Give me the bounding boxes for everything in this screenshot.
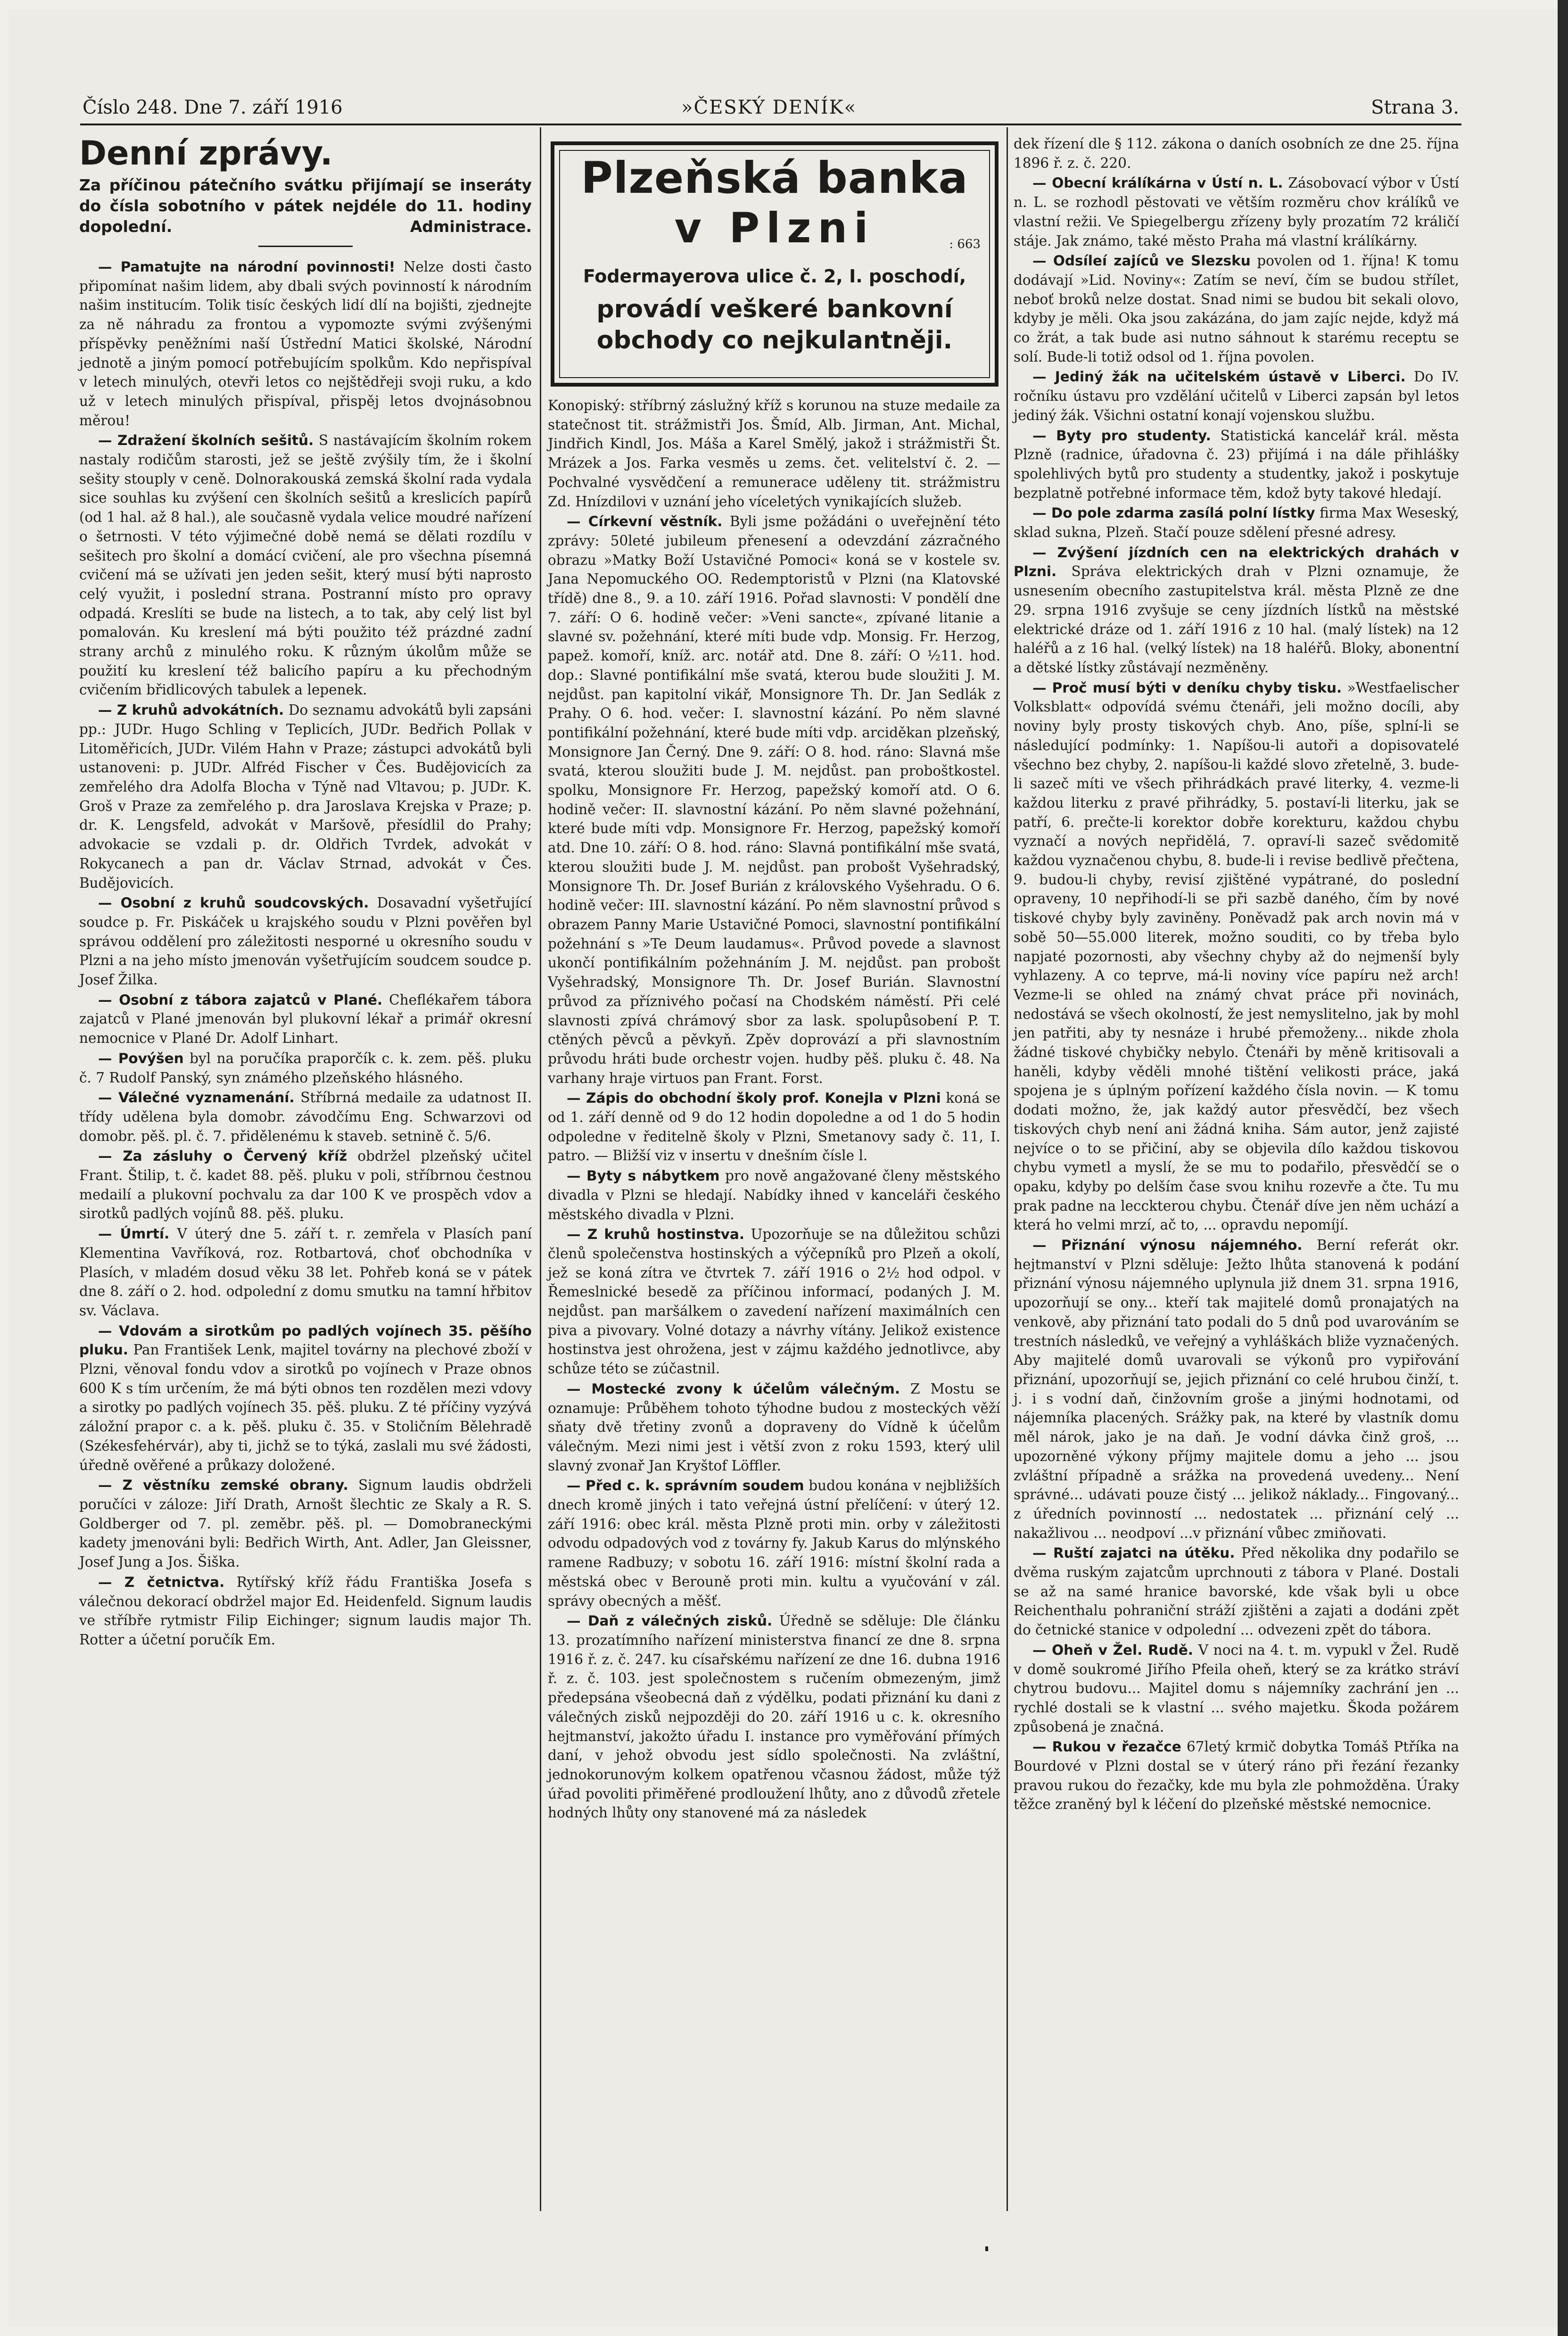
print-mark: [985, 2246, 988, 2251]
article: [548, 1166, 1000, 1224]
column-2: [548, 396, 1000, 1824]
article: [79, 1321, 532, 1475]
article-text: pro nově angažované členy městského divadla v Plzni se hledají. Nabídky ihned v kanceláři českého městského divadla v Plzni.: [548, 1168, 1000, 1222]
article-text: budou konána v nejbližších dnech kromě jiných i tato veřejná ústní přelíčení: v úterý 12. září 1916: obec král. města Plzně proti min. orby v záležitosti odvodu odpadových vod z továrny fy. Jakub Karus do mlýnského ramene Radbuzy; v sobotu 16. září 1916: místní školní rada a městská obec v Berouně proti min. kultu a vyučování v zál. správy obecných a měšť.: [548, 1478, 1000, 1609]
article-title: — Z kruhů advokátních.: [98, 702, 284, 718]
article: [1014, 134, 1459, 173]
article-text: Rytířský kříž řádu Františka Josefa s válečnou dekorací obdržel major Ed. Heidenfeld. Signum laudis ve stříbře rytmistr Filip Eichinger; signum laudis major Th. Rotter a účetní poručík Em.: [79, 1574, 532, 1648]
article: [1014, 426, 1459, 503]
ad-city: v Plzni: [674, 204, 875, 252]
article-text: Do IV. ročníku ústavu pro vzdělání učitelů v Liberci zapsán byl letos jediný žák. Všichni ostatní konají vojenskou službu.: [1014, 369, 1459, 423]
article-title: — Vdovám a sirotkům po padlých vojínech 35. pěšího pluku.: [79, 1322, 532, 1358]
article-text: Zásobovací výbor v Ústí n. L. se rozhodl pěstovati ve větším rozměru chov králíků ve vlastní režii. Ve Spiegelbergu zřízeny byly prozatím 72 králičí stáje. Jak známo, také město Praha má vlastní králíkárny.: [1014, 175, 1459, 249]
article-text: Berní referát okr. hejtmanství v Plzni sděluje: Ježto lhůta stanovená k podání přiznání výnosu nájemného uplynula již dnem 31. srpna 1916, upozorňují se ony... kteří tak majitelé domů pronajatých na venkově, aby přiznání tato podali do 5 dnů pod uvarováním se trestních následků, ve veřejný a vyhláškách bliže vyznačených. Aby majitelé domů uvarovali se výkonů pro vypiřování přiznání, upozorňují se, jejich přiznání co celé hrubou činží, t. j. i s vodní daň, činžovním groše a jinými hodnotami, od nájemníka placených. Srážky pak, na které by vlastník domu měl nárok, jako je na daň. Je vodní dávka činž groš, ... upozorněné výkony příjmy majitele domu a jeho ... jsou zvláštní případně a srážka na provedená uvedeny... Není správné... udávati pouze čistý ... jelikož náklady... Fingovaný... z úředních povinností ... nedostatek ... přiznání celý ... nakažlivou ... neodpoví ...v přiznání vůbec zmiňovati.: [1014, 1237, 1459, 1541]
notice-text: Za příčinou pátečního svátku přijímají se inseráty do čísla sobotního v pátek nejdéle do 11. hodiny dopolední.: [79, 176, 532, 236]
article: [79, 1476, 532, 1572]
article-text: Nelze dosti často připomínat našim lidem, aby dbali svých povinností k národním našim institucím. Tolik tisíc českých lidí dlí na bojišti, zjednejte za ně náhradu za frontou a vypomozte svými zvýšenými příspěvky peněžními naší Ústřední Matici školské, Národní jednotě a jiným pomocí potřebujícím spolkům. Kdo nepřispíval v letech minulých, otevři letos co nejštědřeji svoji ruku, a kdo už v letech minulých přispíval, přispěj letos dvojnásobnou měrou!: [79, 259, 532, 429]
article-text: Do seznamu advokátů byli zapsáni pp.: JUDr. Hugo Schling v Teplicích, JUDr. Bedřich Pollak v Litoměřicích, JUDr. Vilém Hahn v Praze; zástupci advokátů byli ustanoveni: p. JUDr. Alfréd Fischer v Čes. Budějovicích za zemřelého dra Adolfa Blocha v Týně nad Vltavou; p. JUDr. K. Groš v Praze za zemřelého p. dra Jaroslava Krejska v Praze; p. dr. K. Lengsfeld, advokát v Maršově, přesídlil do Prahy; advokacie se vzdali p. dr. Oldřich Tvrdek, advokát v Rokycanech a pan dr. Václav Strnad, advokát v Čes. Budějovicích.: [79, 702, 532, 891]
article-text: obdržel plzeňský učitel Frant. Štilip, t. č. kadet 88. pěš. pluku v poli, stříbrnou čestnou medailí a plukovní pochvalu za dar 100 K ve prospěch vdov a sirotků padlých vojínů 88. pěš. pluku.: [79, 1148, 532, 1222]
article-text: V noci na 4. t. m. vypukl v Žel. Rudě v domě soukromé Jiřího Pfeila oheň, který se za krátko stráví chytrou budovu... Majitel domu s nájemníky zachrání jen ... rychlé dostali se k vlastní ... svého majetku. Škoda požárem způsobená je značná.: [1014, 1642, 1459, 1735]
article-title: — Oheň v Žel. Rudě.: [1032, 1642, 1194, 1658]
column-rule: [540, 127, 541, 2211]
article-title: — Rukou v řezačce: [1032, 1739, 1181, 1755]
article-title: — Z četnictva.: [98, 1574, 225, 1590]
article: [548, 1611, 1000, 1823]
article: [548, 1225, 1000, 1378]
issue-line: Číslo 248. Dne 7. září 1916: [83, 97, 343, 118]
article-text: Upozorňuje se na důležitou schůzi členů společenstva hostinských a výčepníků pro Plzeň a okolí, jež se koná zítra ve čtvrtek 7. září 1916 o 2½ hod odpol. v Řemeslnické besedě za příčinou informací, podaných J. M. nejdůst. pan maršálkem o zavedení nařízení maximálních cen piva a pivovary. Volné dotazy a návrhy vítány. Jelikož existence hostinstva jest ohrožena, jest v zájmu každého jednotlivce, aby schůze této se zúčastnil.: [548, 1226, 1000, 1377]
article-title: — Za zásluhy o Červený kříž: [98, 1148, 347, 1164]
notice-signature: Administrace.: [410, 217, 532, 236]
article-text: Z Mostu se oznamuje: Průběhem tohoto týhodne budou z mosteckých věží sňaty dvě třetiny zvonů a dopraveny do Vídně k účelům válečným. Mezi nimi jest i větší zvon z roku 1593, který ulil slavný zvonař Jan Kryštof Löffler.: [548, 1380, 1000, 1474]
article-title: — Byty pro studenty.: [1032, 427, 1211, 444]
article-title: — Ruští zajatci na útěku.: [1032, 1545, 1235, 1561]
article-text: dek řízení dle § 112. zákona o daních osobních ze dne 25. října 1896 ř. z. č. 220.: [1014, 136, 1459, 171]
article: [1014, 251, 1459, 366]
article: [79, 1088, 532, 1146]
article-title: — Pamatujte na národní povinnosti!: [98, 259, 396, 275]
column-3: [1014, 134, 1459, 1815]
article-title: — Zvýšení jízdních cen na elektrických drahách v Plzni.: [1014, 544, 1459, 580]
article-text: byl na poručíka praporčík c. k. zem. pěš. pluku č. 7 Rudolf Panský, syn známého plzeňského hlásného.: [79, 1050, 532, 1086]
article-title: — Z věstníku zemské obrany.: [98, 1477, 348, 1494]
ad-address: Fodermayerova ulice č. 2, I. poschodí,: [583, 266, 966, 287]
article-title: — Jediný žák na učitelském ústavě v Liberci.: [1032, 369, 1406, 385]
article: [79, 257, 532, 430]
article-text: koná se od 1. září denně od 9 do 12 hodin dopoledne a od 1 do 5 hodin odpoledne v ředitelně školy v Plzni, Smetanovy sady č. 11, I. patro. — Bližší viz v insertu v dnešním čísle l.: [548, 1090, 1000, 1164]
header-rule: [80, 124, 1461, 125]
article-text: Cheflékařem tábora zajatců v Plané jmenován byl plukovní lékař a primář okresní nemocnice v Plané Dr. Adolf Linhart.: [79, 991, 532, 1047]
article-title: — Povýšen: [98, 1050, 184, 1066]
article: [79, 1573, 532, 1650]
article-text: firma Max Weseský, sklad sukna, Plzeň. Stačí pouze sdělení přesné adresy.: [1014, 505, 1459, 541]
article-title: — Byty s nábytkem: [567, 1168, 720, 1184]
masthead-name: »ČESKÝ DENÍK«: [681, 97, 857, 118]
article-title: — Daň z válečných zisků.: [567, 1613, 773, 1629]
article-text: 67letý krmič dobytka Tomáš Ptříka na Bourdové v Plzni dostal se v úterý ráno při řezání řezanky pravou rukou do řezačky, kde mu byla zle pohmožděna. Úraky těžce zraněný byl k léčení do plzeňské městské nemocnice.: [1014, 1739, 1459, 1813]
article-text: Úředně se sděluje: Dle článku 13. prozatímního nařízení ministerstva financí ze dne 8. srpna 1916 ř. z. č. 247. ku císařskému nařízení ze dne 16. dubna 1916 ř. z. č. 103. jest společnostem s ručením obmezeným, jimž předepsána všeobecná daň z výdělku, podati přiznání ku dani z válečných zisků nejpozději do 20. září 1916 u c. k. okresního hejtmanství, jakožto úřadu I. instance pro vyměřování přímých daní, v jehož obvodu jest sídlo společnosti. Na zvláštní, jednokorunovým kolkem opatřenou včasnou žádost, může týž úřad povoliti přiměřené prodloužení lhůty, ano z důvodů zřetele hodných lhůty ony stanovené má za následek: [548, 1613, 1000, 1821]
article-title: — Úmrtí.: [98, 1226, 170, 1242]
article-text: Signum laudis obdrželi poručíci v záloze: Jiří Drath, Arnošt šlechtic ze Skaly a R. S. Goldberger od 7. pl. zeměbr. pěš. pl. — Domobraneckými kadety jmenováni byli: Bedřich Wirth, Ant. Adler, Jan Gleissner, Josef Jung a Jos. Šiška.: [79, 1477, 532, 1570]
article: [548, 1476, 1000, 1610]
article-text: Před několika dny podařilo se dvěma ruským zajatcům uprchnouti z tábora v Plané. Dostali se až na samé hranice bavorské, kde však byli u obce Reichenthalu pohraniční stráží zjištěni a zajati a dodáni zpět do četnické stanice v odpolední ... odvezeni zpět do tábora.: [1014, 1545, 1459, 1638]
article-text: Správa elektrických drah v Plzni oznamuje, že usnesením obecního zastupitelstva král. města Plzně ze dne 29. srpna 1916 zvyšuje se ceny jízdních lístků na městské elektrické dráze od 1. září 1916 z 10 hal. (malý lístek) na 12 haléřů a z 16 hal. (velký lístek) na 18 haléřů. Bloky, abonentní a dětské lístky zůstávají nezměněny.: [1014, 563, 1459, 676]
article-title: — Zápis do obchodní školy prof. Konejla v Plzni: [567, 1090, 941, 1106]
article: [79, 431, 532, 700]
article-title: — Z kruhů hostinstva.: [567, 1226, 745, 1243]
article: [79, 893, 532, 990]
article-title: — Odsíleí zajíců ve Slezsku: [1032, 253, 1251, 269]
article-text: Dosavadní vyšetřující soudce p. Fr. Piskáček u krajského soudu v Plzni pověřen byl správou oddělení pro záležitosti nesporné u okresního soudu v Plzni a na jeho místo jmenován vyšetřujícím soudcem soudce p. Josef Žilka.: [79, 895, 532, 988]
article-title: — Přiznání výnosu nájemného.: [1032, 1237, 1303, 1254]
article: [548, 396, 1000, 511]
article-title: — Církevní věstník.: [567, 513, 723, 530]
article-text: Pan František Lenk, majitel továrny na plechové zboží v Plzni, věnoval fondu vdov a sirotků po vojínech v Praze obnos 600 K s tím určením, že má býti obnos ten rozdělen mezi vdovy a sirotky po padlých vojínech 35. pěš. pluku. Z té příčiny vyzývá záložní prapor c. a k. pěš. pluku č. 35. v Stoličním Bělehradě (Székesfehérvár), aby ti, jichž se to týká, zaslali mu své žádosti, úředně ověřené a průkazy doložené.: [79, 1342, 532, 1473]
article: [1014, 543, 1459, 677]
article: [79, 1224, 532, 1321]
article: [1014, 367, 1459, 425]
article-title: — Zdražení školních sešitů.: [98, 432, 314, 449]
ad-slogan: provádí veškeré bankovní obchody co nejkulantněji.: [596, 295, 953, 355]
scan-border: [1558, 0, 1568, 2336]
notice: [79, 175, 532, 237]
article-title: — Osobní z kruhů soudcovských.: [98, 895, 369, 911]
article-text: Konopiský: stříbrný záslužný kříž s korunou na stuze medaile za statečnost tit. strážmistři Jos. Šmíd, Alb. Jirman, Ant. Michal, Jindřich Kindl, Jos. Máša a Karel Smělý, jakož i strážmistři Št. Mrázek a Jos. Farka vesměs u zems. čet. velitelství č. 2. — Pochvalné vysvědčení a remunerace uděleny tit. strážmistru Zd. Hnízdilovi v uznání jeho víceletých vynikajících služeb.: [548, 397, 1000, 510]
column-1: [79, 134, 532, 1651]
section-headline: Denní zprávy.: [79, 134, 333, 173]
separator: [258, 246, 353, 247]
article-title: — Do pole zdarma zasílá polní lístky: [1032, 505, 1315, 521]
ad-title: Plzeňská banka: [581, 153, 968, 203]
column-rule: [1007, 127, 1008, 2211]
article-text: Stříbrná medaile za udatnost II. třídy udělena byla domobr. závodčímu Eng. Schwarzovi od domobr. pěš. pl. č. 7. přidělenému k staveb. setnině č. 5/6.: [79, 1090, 532, 1144]
article: [1014, 678, 1459, 1235]
article: [1014, 1236, 1459, 1543]
article: [79, 701, 532, 892]
page-number: Strana 3.: [1371, 97, 1459, 118]
article: [1014, 1544, 1459, 1640]
article-text: povolen od 1. října! K tomu dodávají »Lid. Noviny«: Zatím se neví, čím se budou střílet, neboť broků nelze dostat. Snad nimi se budou bit sekali olovo, kdyby je měli. Oka jsou zakázána, do jam zajíc nejde, když má co žrát, a tak bude asi nutno sáhnout k starému receptu se solí. Bude-li totiž odsol od 1. října povolen.: [1014, 253, 1460, 365]
article-text: Byli jsme požádáni o uveřejnění této zprávy: 50leté jubileum přenesení a odevzdání zázračného obrazu »Matky Boží Ustavičné Pomoci« koná se v kostele sv. Jana Nepomuckého OO. Redemptoristů v Plzni (na Klatovské třídě) dne 8., 9. a 10. září 1916. Pořad slavnosti: V pondělí dne 7. září: O 6. hodině večer: »Veni sancte«, zpívané litanie a slavné sv. požehnání, které míti bude vdp. Monsig. Fr. Herzog, papež. komoří, kníž. arc. notář atd. Dne 8. září: O ½11. hod. dop.: Slavné pontifikální mše svatá, kterou bude sloužiti J. M. nejdůst. pan kapitolní vikář, Monsignore Th. Dr. Jan Sedlák z Prahy. O 6. hod. večer: I. slavnostní kázání. Po něm slavné pontifikální požehnání, které bude míti vdp. arciděkan plzeňský, Monsignore Jan Černý. Dne 9. září: O 8. hod. ráno: Slavná mše svatá, kterou sloužiti bude J. M. nejdůst. pan proboštkostel. spolku, Monsignore Fr. Herzog, papežský komoří atd. O 6. hodině večer: II. slavnostní kázání. Po něm slavné požehnání, které bude míti vdp. Monsignore Fr. Herzog, papežský komoří atd. Dne 10. září: O 8. hod. ráno: Slavná pontifikální mše svatá, kterou sloužiti bude J. M. nejdůst. pan probošt Vyšehradský, Monsignore Th. Dr. Josef Burián z královského Vyšehradu. O 6. hodině večer: III. slavnostní kázání. Po něm slavnostní průvod s obrazem Panny Marie Ustavičné Pomoci, slavnostní pontifikální požehnání s »Te Deum laudamus«. Průvod povede a slavnost ukončí pontifikálním požehnáním J. M. nejdůst. pan probošt Vyšehradský, Monsignore Th. Dr. Josef Burián. Slavnostní průvod za příznivého počasí na Chodském náměstí. Při celé slavnosti zpívá chrámový sbor za lask. spolupůsobení P. T. ctěných pěvců a pěvkyň. Zpěv doprovází a při slavnostním průvodu hráti bude orchestr vojen. hudby pěš. pluku č. 48. Na varhany hraje virtuos pan Frant. Forst.: [548, 513, 1000, 1086]
article: [548, 1089, 1000, 1165]
ad-code: : 663: [949, 237, 981, 251]
bank-advertisement: [551, 141, 999, 387]
article: [1014, 504, 1459, 542]
article-title: — Mostecké zvony k účelům válečným.: [567, 1380, 900, 1397]
article: [79, 1147, 532, 1223]
article-title: — Před c. k. správním soudem: [567, 1478, 804, 1494]
article: [548, 512, 1000, 1088]
page-header: [83, 97, 1459, 125]
article: [1014, 173, 1459, 250]
article-text: S nastávajícím školním rokem nastaly rodičům starosti, jež se ještě zvýšily tím, že i školní sešity stouply v ceně. Dolnorakouská zemská školní rada vydala sice souhlas ku zvýšení cen školních sešitů a kreslicích papírů (od 1 hal. až 8 hal.), ale současně vydala velice moudré nařízení o šetrnosti. V této výjimečné době nemá se dělati rozdílu v sešitech pro školní a domácí cvičení, ale pro všechna písemná cvičení má se užívati jen jeden sešit, který musí býti naprosto celý využit, i poslední strana. Postranní místo pro opravy odpadá. Kreslíti se bude na listech, a to tak, aby celý list byl pomalován. Ku kreslení má býti použito též prázdné zadní strany archů z minulého roku. K různým úkolům může se použití ku kreslení též balicího papíru a ku přechodným cvičením břidlicových tabulek a lepenek.: [79, 432, 532, 698]
article-title: — Proč musí býti v deníku chyby tisku.: [1032, 679, 1342, 696]
article: [79, 991, 532, 1048]
article-title: — Obecní králíkárna v Ústí n. L.: [1032, 175, 1283, 191]
article-title: — Válečné vyznamenání.: [98, 1090, 295, 1106]
article-text: V úterý dne 5. září t. r. zemřela v Plasích paní Klementina Vavříková, roz. Rotbartová, choť obchodníka v Plasích, v mladém dosud věku 38 let. Pohřeb koná se v pátek dne 8. září o 2. hod. odpolední z domu smutku na tamní hřbitov sv. Václava.: [79, 1226, 532, 1319]
article: [1014, 1641, 1459, 1737]
article-text: »Westfaelischer Volksblatt« odpovídá svému čtenáři, jeli možno docíli, aby noviny byly prosty tiskových chyb. Ano, píše, splní-li se následující podmínky: 1. Napíšou-li autoři a dopisovatelé všechno bez chyby, 2. napíšou-li každé slovo zřetelně, 3. bude-li sazeč míti ve všech přihrádkách pravé literky, 4. vezme-li každou literku z pravé přihrádky, 5. postaví-li literku, jak se patří, 6. prečte-li korektor dobře korekturu, každou chybu vyznačí a nových nepřidělá, 7. opraví-li sazeč svědomitě každou vyznačenou chybu, 8. bude-li i revise bedlivě přečtena, 9. budou-li chyby, revisí zjištěné vypátrané, do poslední opraveny, 10 nepřihodí-li se při sazbě daného, čím by nové tiskové chyby byly zaviněny. Poněvadž pak arch novin má v sobě 50—55.000 literek, možno souditi, co by třeba bylo napjaté pozornosti, aby všechny chyby až do nejmenší byly vyhlazeny. A co teprve, má-li noviny více papíru než arch! Vezme-li se ohled na známý chvat práce při novinách, nedostává se všech okolností, že jest nemyslitelno, jak by mohl jen patřiti, aby ty nesnáze i hrubé přemoženy... nikde zhola žádné tiskové chybičky nebylo. Čtenáři by měně kritisovali a haněli, kdyby věděli mnohé tištění velikosti práce, jaká spojena je s úplným pořízení každého čísla novin. — K tomu dodati možno, že, jak každý autor přesvědčí, bez všech tiskových chyb není ani žádná kniha. Sám autor, jenž zajisté nejvíce o to se přičiní, aby se objevila dílo každou tiskovou chybu vymetl a myslí, že se mu to podařilo, přesvědčí se o opaku, kdyby po delším čase svou knihu rozevře a čte. Tu mu prak padne na lecckterou chybu. Čtenář díve jen něm uchází a která ho velmi mrzí, ač to, ... opravdu nepomíjí.: [1014, 679, 1459, 1233]
article-title: — Osobní z tábora zajatců v Plané.: [98, 991, 383, 1008]
article: [1014, 1737, 1459, 1814]
article: [548, 1379, 1000, 1476]
article-text: Statistická kancelář král. města Plzně (radnice, úřadovna č. 23) přijímá i na dále přihlášky spolehlivých bytů pro studenty a studentky, jakož i poskytuje bezplatně potřebné informace těm, kdož byty takové hledají.: [1014, 427, 1459, 501]
article: [79, 1049, 532, 1087]
